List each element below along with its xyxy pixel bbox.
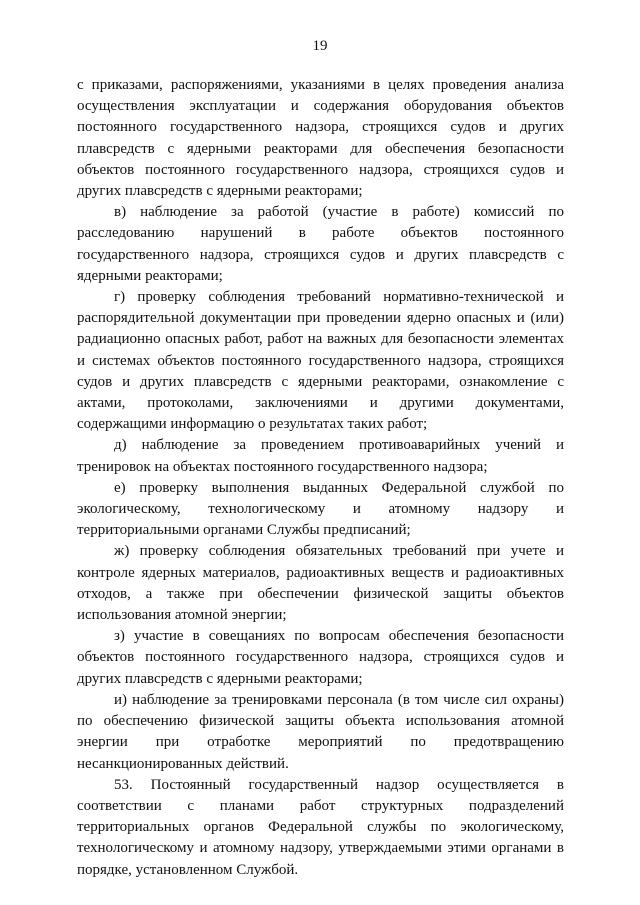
paragraph-item-z: з) участие в совещаниях по вопросам обеспечения безопасности объектов постоянного государственного надзора, строящихся судов и других плавсредств с ядерными реакторами; xyxy=(77,628,564,687)
paragraph-item-i: и) наблюдение за тренировками персонала (в том числе сил охраны) по обеспечению физической защиты объекта использования атомной энергии при отработке мероприятий по предотвращению несанкционированных действий. xyxy=(77,691,564,772)
paragraph-item-zh: ж) проверку соблюдения обязательных требований при учете и контроле ядерных материалов, радиоактивных веществ и радиоактивных отходов, а также при обеспечении физической защиты объектов использования атомной энергии; xyxy=(77,543,564,624)
paragraph-item-d: д) наблюдение за проведением противоаварийных учений и тренировок на объектах постоянного государственного надзора; xyxy=(77,437,564,475)
paragraph-item-v: в) наблюдение за работой (участие в работе) комиссий по расследованию нарушений в работе объектов постоянного государственного надзора, строящихся судов и других плавсредств с ядерными реакторами; xyxy=(77,204,564,284)
document-body xyxy=(77,75,564,881)
page-number: 19 xyxy=(312,38,328,54)
paragraph-clause-53: 53. Постоянный государственный надзор осуществляется в соответствии с планами работ структурных подразделений территориальных органов Федеральной службы по экологическому, технологическому и атомному надзору, утверждаемыми этими органами в порядке, установленном Службой. xyxy=(77,776,564,878)
paragraph-item-e: е) проверку выполнения выданных Федеральной службой по экологическому, технологическому и атомному надзору и территориальными органами Службы предписаний; xyxy=(77,479,564,539)
paragraph-continuation: с приказами, распоряжениями, указаниями в целях проведения анализа осуществления эксплуатации и содержания оборудования объектов постоянного государственного надзора, строящихся судов и других плавсредств с ядерными реакторами для обеспечения безопасности объектов постоянного государственного надзора, строящихся судов и других плавсредств с ядерными реакторами; xyxy=(77,77,564,200)
paragraph-item-g: г) проверку соблюдения требований нормативно-технической и распорядительной документации при проведении ядерно опасных и (или) радиационно опасных работ, работ на важных для безопасности элементах и системах объектов постоянного государственного надзора, строящихся судов и других плавсредств с ядерными реакторами, ознакомление с актами, протоколами, заключениями и другими документами, содержащими информацию о результатах таких работ; xyxy=(77,289,564,433)
